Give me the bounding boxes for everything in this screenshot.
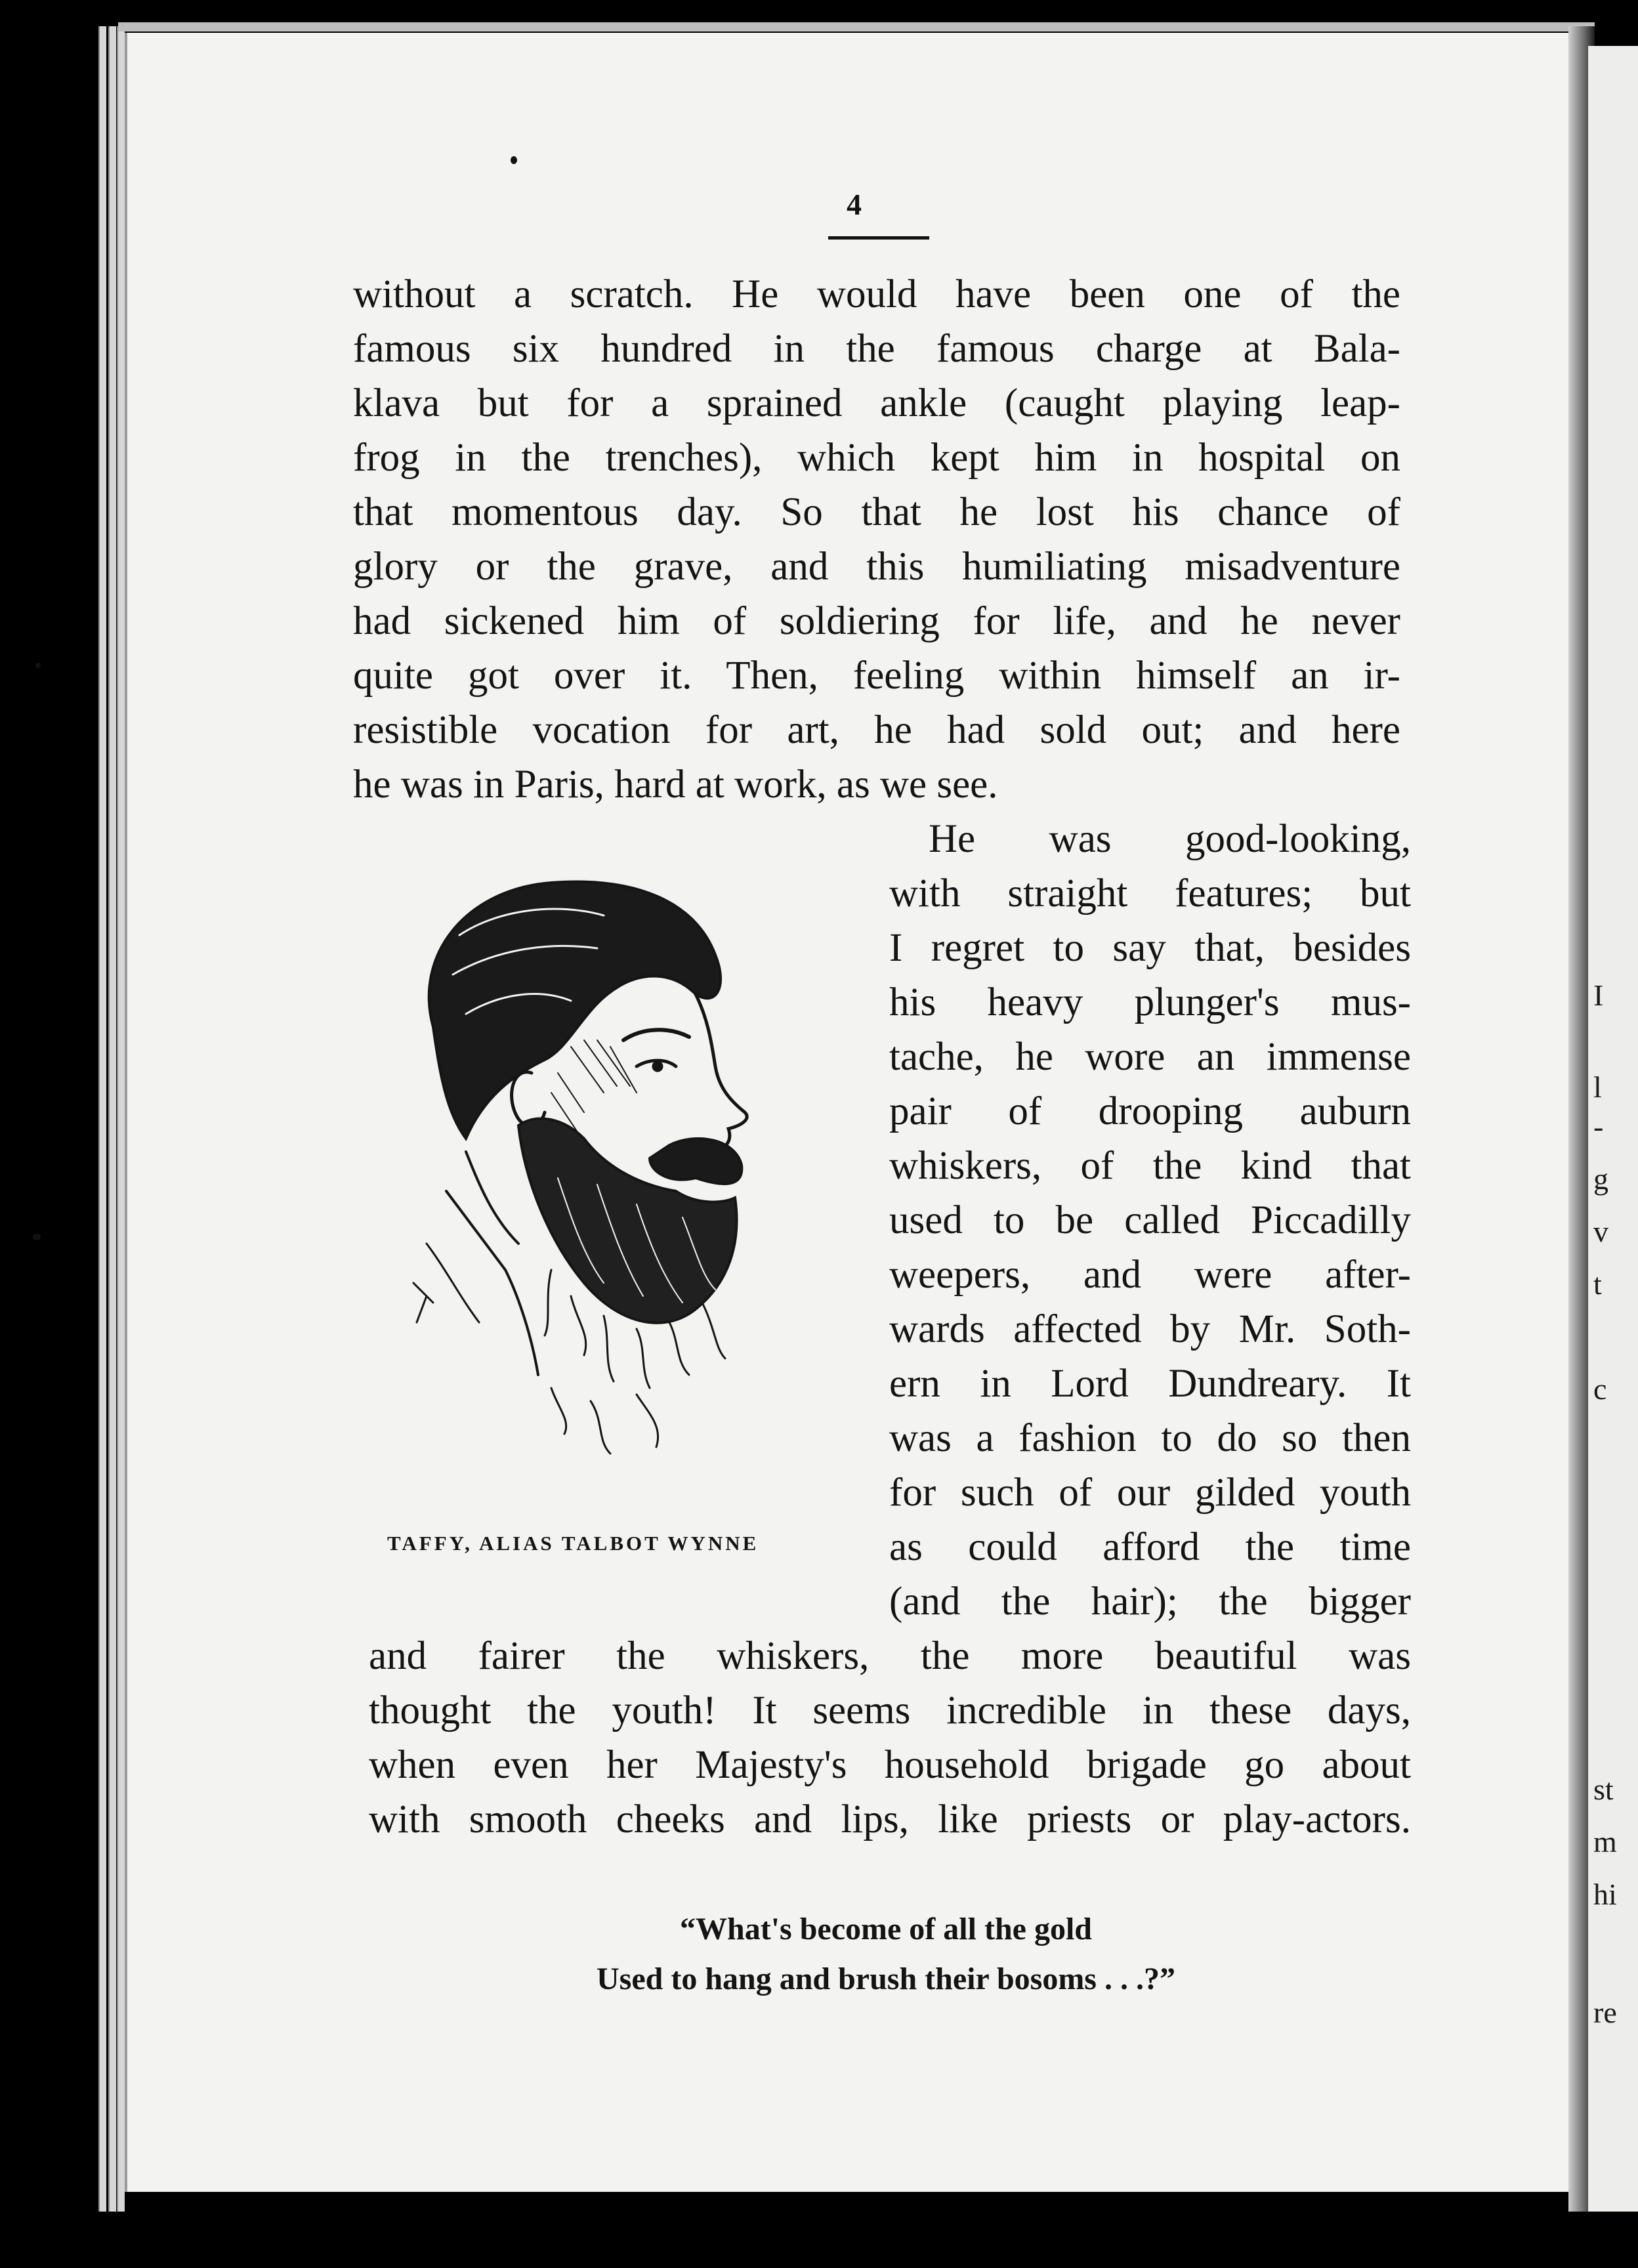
- body-line: I regret to say that, besides: [889, 926, 1411, 970]
- page-edge: [98, 26, 106, 2212]
- page-edge: [117, 26, 125, 2212]
- body-line: weepers, and were after-: [889, 1253, 1411, 1297]
- body-line: whiskers, of the kind that: [889, 1144, 1411, 1188]
- page-top-edge: [118, 22, 1595, 32]
- body-line: famous six hundred in the famous charge at Bala-: [353, 327, 1400, 371]
- body-line: He was good-looking,: [929, 817, 1411, 861]
- facing-page-text: t: [1593, 1267, 1602, 1301]
- facing-page-text: -: [1593, 1110, 1604, 1143]
- page-number-rule: [828, 236, 929, 240]
- facing-page-text: hi: [1593, 1878, 1617, 1911]
- facing-page-text: I: [1593, 978, 1604, 1012]
- facing-page-fragment: [1588, 46, 1638, 2212]
- body-line: as could afford the time: [889, 1525, 1411, 1569]
- facing-page-text: st: [1593, 1773, 1614, 1806]
- body-line: he was in Paris, hard at work, as we see.: [353, 763, 998, 807]
- body-line: with smooth cheeks and lips, like priests or play-actors.: [369, 1797, 1411, 1841]
- body-line: pair of drooping auburn: [889, 1089, 1411, 1133]
- body-line: (and the hair); the bigger: [889, 1580, 1411, 1624]
- body-line: ern in Lord Dundreary. It: [889, 1362, 1411, 1406]
- epigraph-line: Used to hang and brush their bosoms . . .?”: [597, 1962, 1175, 1996]
- body-line: his heavy plunger's mus-: [889, 980, 1411, 1024]
- body-line: resistible vocation for art, he had sold out; and here: [353, 708, 1400, 752]
- scan-speck: [33, 1234, 41, 1240]
- epigraph-line: “What's become of all the gold: [680, 1912, 1092, 1946]
- body-line: quite got over it. Then, feeling within himself an ir-: [353, 654, 1400, 698]
- body-line: with straight features; but: [889, 872, 1411, 915]
- figure-caption: TAFFY, ALIAS TALBOT WYNNE: [387, 1532, 759, 1555]
- facing-page-text: m: [1593, 1825, 1617, 1858]
- body-line: was a fashion to do so then: [889, 1416, 1411, 1460]
- page-edge: [108, 26, 116, 2212]
- body-line: without a scratch. He would have been one of the: [353, 272, 1400, 316]
- scan-speck: [511, 156, 517, 164]
- facing-page-text: c: [1593, 1372, 1607, 1406]
- body-line: tache, he wore an immense: [889, 1035, 1411, 1079]
- body-line: for such of our gilded youth: [889, 1471, 1411, 1515]
- facing-page-text: re: [1593, 1996, 1617, 2029]
- body-line: and fairer the whiskers, the more beautiful was: [369, 1634, 1411, 1678]
- body-line: klava but for a sprained ankle (caught playing leap-: [353, 381, 1400, 425]
- body-line: used to be called Piccadilly: [889, 1198, 1411, 1242]
- page-number: 4: [847, 188, 862, 221]
- body-line: glory or the grave, and this humiliating misadventure: [353, 545, 1400, 589]
- facing-page-text: v: [1593, 1215, 1608, 1248]
- facing-page-text: g: [1593, 1162, 1608, 1196]
- body-line: wards affected by Mr. Soth-: [889, 1307, 1411, 1351]
- taffy-portrait-illustration: [387, 876, 794, 1493]
- scan-speck: [35, 663, 41, 668]
- body-line: when even her Majesty's household brigade go about: [369, 1743, 1411, 1787]
- body-line: thought the youth! It seems incredible in these days,: [369, 1689, 1411, 1732]
- facing-page-text: l: [1593, 1070, 1602, 1104]
- body-line: had sickened him of soldiering for life, and he never: [353, 599, 1400, 643]
- body-line: frog in the trenches), which kept him in hospital on: [353, 436, 1400, 480]
- body-line: that momentous day. So that he lost his chance of: [353, 490, 1400, 534]
